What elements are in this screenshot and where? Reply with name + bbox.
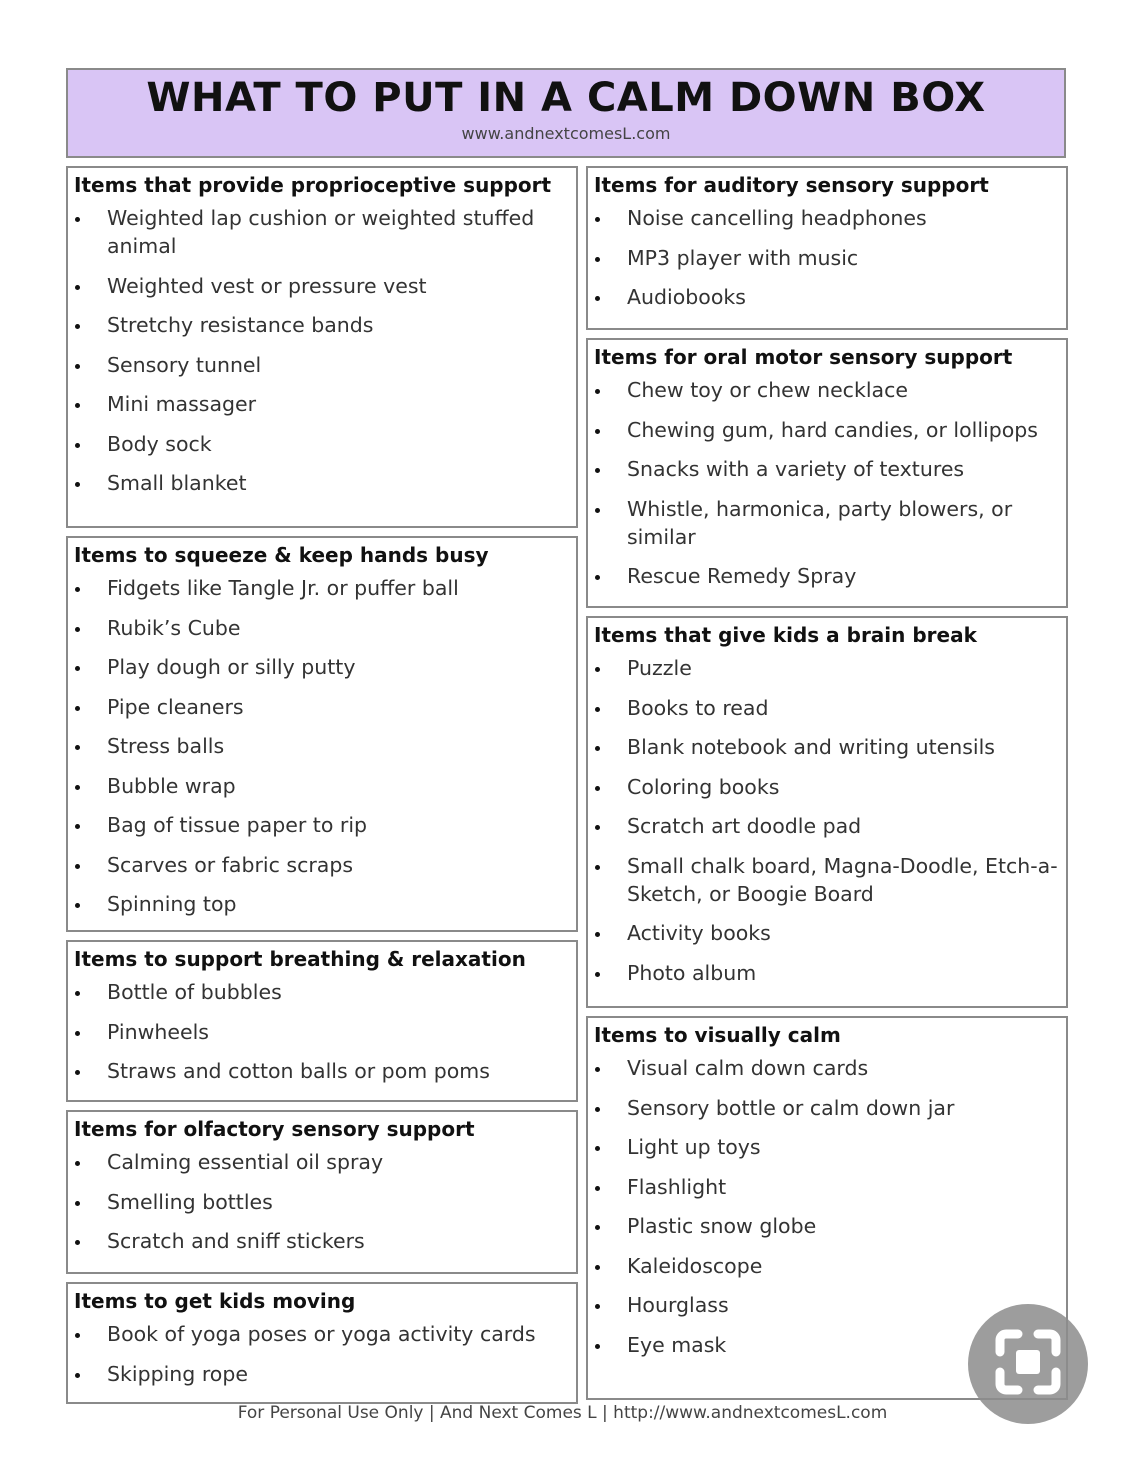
- list-item: Scratch art doodle pad: [594, 812, 1060, 840]
- list-item: Activity books: [594, 919, 1060, 947]
- list-item: Sensory tunnel: [74, 351, 570, 379]
- list-item: Scarves or fabric scraps: [74, 851, 570, 879]
- list-item: Fidgets like Tangle Jr. or puffer ball: [74, 574, 570, 602]
- lens-zoom-button[interactable]: [968, 1304, 1088, 1424]
- section-title: Items to visually calm: [594, 1023, 841, 1047]
- list-item: Scratch and sniff stickers: [74, 1227, 570, 1255]
- list-item: Audiobooks: [594, 283, 1060, 311]
- list-item: Noise cancelling headphones: [594, 204, 1060, 232]
- list-item: Mini massager: [74, 390, 570, 418]
- list-item: Whistle, harmonica, party blowers, or similar: [594, 495, 1027, 551]
- list-item: Skipping rope: [74, 1360, 570, 1388]
- list-item: Puzzle: [594, 654, 1060, 682]
- section-brain-break: [586, 616, 1068, 1008]
- page-title: WHAT TO PUT IN A CALM DOWN BOX: [146, 75, 986, 121]
- list-item: Straws and cotton balls or pom poms: [74, 1057, 570, 1085]
- list-item: Small blanket: [74, 469, 570, 497]
- section-title: Items that give kids a brain break: [594, 623, 977, 647]
- section-list: [74, 204, 570, 497]
- list-item: Blank notebook and writing utensils: [594, 733, 1060, 761]
- section-list: [74, 978, 570, 1085]
- list-item: Chewing gum, hard candies, or lollipops: [594, 416, 1060, 444]
- list-item: MP3 player with music: [594, 244, 1060, 272]
- page-footer: For Personal Use Only | And Next Comes L | http://www.andnextcomesL.com: [237, 1403, 888, 1423]
- list-item: Spinning top: [74, 890, 570, 918]
- list-item: Rescue Remedy Spray: [594, 562, 1060, 590]
- section-proprioceptive: [66, 166, 578, 528]
- list-item: Weighted vest or pressure vest: [74, 272, 570, 300]
- section-list: [594, 1054, 1060, 1359]
- list-item: Pinwheels: [74, 1018, 570, 1046]
- section-title: Items that provide proprioceptive support: [74, 173, 552, 197]
- list-item: Stress balls: [74, 732, 570, 760]
- list-item: Visual calm down cards: [594, 1054, 1060, 1082]
- section-list: [594, 654, 1060, 987]
- list-item: Photo album: [594, 959, 1060, 987]
- list-item: Bottle of bubbles: [74, 978, 570, 1006]
- list-item: Weighted lap cushion or weighted stuffed animal: [74, 204, 547, 260]
- list-item: Small chalk board, Magna-Doodle, Etch-a-Sketch, or Boogie Board: [594, 852, 1060, 908]
- list-item: Flashlight: [594, 1173, 1060, 1201]
- list-item: Rubik’s Cube: [74, 614, 570, 642]
- lens-zoom-icon: [992, 1326, 1064, 1402]
- list-item: Light up toys: [594, 1133, 1060, 1161]
- section-breathing: [66, 940, 578, 1102]
- list-item: Sensory bottle or calm down jar: [594, 1094, 1060, 1122]
- section-moving: [66, 1282, 578, 1404]
- list-item: Chew toy or chew necklace: [594, 376, 1060, 404]
- section-list: [594, 204, 1060, 311]
- left-column: [66, 166, 578, 1412]
- list-item: Smelling bottles: [74, 1188, 570, 1216]
- section-list: [74, 1148, 570, 1255]
- page-header: [66, 68, 1066, 158]
- list-item: Coloring books: [594, 773, 1060, 801]
- section-auditory: [586, 166, 1068, 330]
- section-title: Items for auditory sensory support: [594, 173, 989, 197]
- list-item: Play dough or silly putty: [74, 653, 570, 681]
- list-item: Plastic snow globe: [594, 1212, 1060, 1240]
- list-item: Bag of tissue paper to rip: [74, 811, 570, 839]
- section-title: Items for oral motor sensory support: [594, 345, 1013, 369]
- header-url: www.andnextcomesL.com: [461, 124, 671, 143]
- section-olfactory: [66, 1110, 578, 1274]
- list-item: Books to read: [594, 694, 1060, 722]
- list-item: Hourglass: [594, 1291, 1060, 1319]
- list-item: Pipe cleaners: [74, 693, 570, 721]
- list-item: Kaleidoscope: [594, 1252, 1060, 1280]
- list-item: Bubble wrap: [74, 772, 570, 800]
- list-item: Body sock: [74, 430, 570, 458]
- section-title: Items to squeeze & keep hands busy: [74, 543, 489, 567]
- section-list: [74, 1320, 570, 1388]
- right-column: [586, 166, 1068, 1408]
- list-item: Stretchy resistance bands: [74, 311, 570, 339]
- section-oral-motor: [586, 338, 1068, 608]
- section-list: [594, 376, 1060, 590]
- list-item: Eye mask: [594, 1331, 1060, 1359]
- section-title: Items to support breathing & relaxation: [74, 947, 526, 971]
- section-squeeze: [66, 536, 578, 932]
- list-item: Calming essential oil spray: [74, 1148, 570, 1176]
- section-list: [74, 574, 570, 918]
- section-title: Items to get kids moving: [74, 1289, 356, 1313]
- list-item: Book of yoga poses or yoga activity cards: [74, 1320, 570, 1348]
- list-item: Snacks with a variety of textures: [594, 455, 1060, 483]
- section-title: Items for olfactory sensory support: [74, 1117, 475, 1141]
